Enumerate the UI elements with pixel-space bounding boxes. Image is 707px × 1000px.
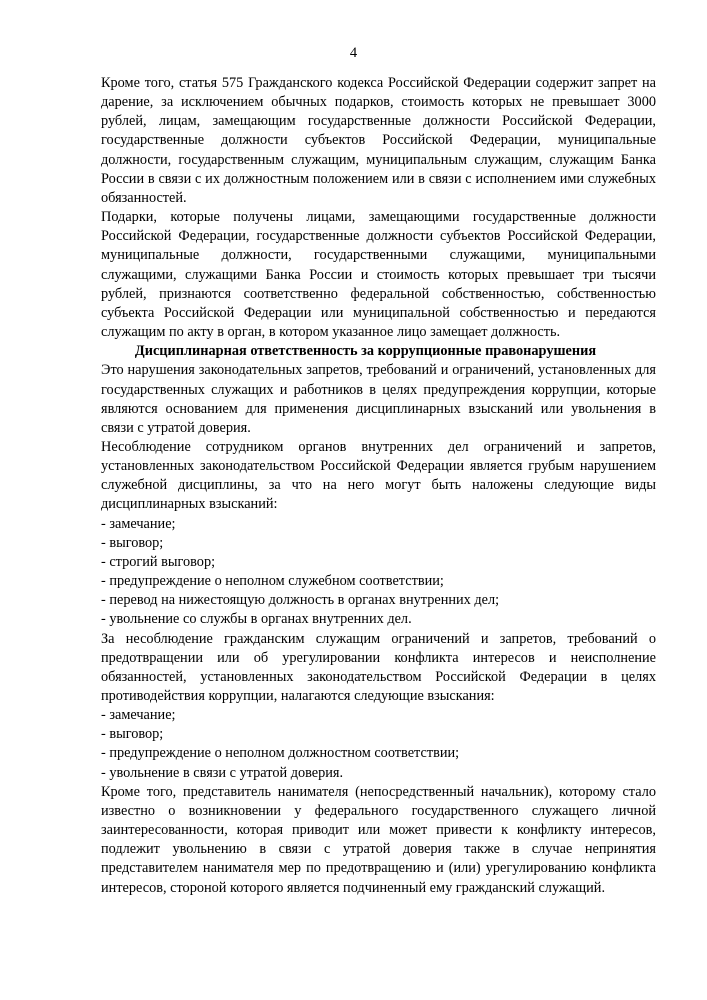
list-item: - предупреждение о неполном должностном соответствии;: [101, 745, 460, 762]
paragraph-gifts-ownership: Подарки, которые получены лицами, замещающими государственные должности Российской Федерации, государственные должности субъектов Российской Федерации, муниципальные должности, государственными служащими, муниципальными служащими, служащими Банка России и стоимость которых превышает три тысячи рублей, признаются соответственно федеральной собственностью, собственностью субъекта Российской Федерации или муниципальной собственностью и передаются служащим по акту в орган, в котором указанное лицо замещает должность.: [101, 209, 656, 341]
section-heading: Дисциплинарная ответственность за коррупционные правонарушения: [134, 343, 597, 360]
list-item: - увольнение со службы в органах внутренних дел.: [101, 611, 412, 628]
list-item: - строгий выговор;: [101, 553, 216, 570]
list-item: - увольнение в связи с утратой доверия.: [101, 764, 344, 781]
page-number: 4: [349, 45, 358, 61]
paragraph-civil-servant-penalties: За несоблюдение гражданским служащим ограничений и запретов, требований о предотвращении или об урегулировании конфликта интересов и неисполнение обязанностей, установленных законодательством Российской Федерации в целях противодействия коррупции, налагаются следующие взыскания:: [101, 630, 656, 704]
list-item: - предупреждение о неполном служебном соответствии;: [101, 573, 444, 590]
paragraph-violations-definition: Это нарушения законодательных запретов, требований и ограничений, установленных для государственных служащих и работников в целях предупреждения коррупции, которые являются основанием для применения дисциплинарных взысканий или увольнения в связи с утратой доверия.: [101, 362, 656, 436]
paragraph-gift-ban: Кроме того, статья 575 Гражданского кодекса Российской Федерации содержит запрет на дарение, за исключением обычных подарков, стоимость которых не превышает 3000 рублей, лицам, замещающим государственные должности Российской Федерации, государственные должности субъектов Российской Федерации, муниципальные должности, государственным служащим, муниципальным служащим, служащим Банка России в связи с их должностным положением или в связи с исполнением ими служебных обязанностей.: [101, 75, 656, 206]
paragraph-police-penalties: Несоблюдение сотрудником органов внутренних дел ограничений и запретов, установленных законодательством Российской Федерации является грубым нарушением служебной дисциплины, за что на него могут быть наложены следующие виды дисциплинарных взысканий:: [101, 438, 656, 513]
civil-servant-penalties-list: [101, 706, 656, 783]
police-penalties-list: [101, 515, 656, 630]
paragraph-employer-dismissal: Кроме того, представитель нанимателя (непосредственный начальник), которому стало известно о возникновении у федерального государственного служащего личной заинтересованности, которая приводит или может привести к конфликту интересов, подлежит увольнению в связи с утратой доверия также в случае непринятия представителем нанимателя мер по предотвращению и (или) урегулированию конфликта интересов, стороной которого является подчиненный ему гражданский служащий.: [101, 783, 656, 896]
list-item: - замечание;: [101, 515, 176, 532]
list-item: - замечание;: [101, 707, 176, 724]
list-item: - выговор;: [101, 534, 164, 551]
list-item: - перевод на нижестоящую должность в органах внутренних дел;: [101, 592, 500, 609]
list-item: - выговор;: [101, 726, 164, 743]
page-content: [101, 74, 656, 898]
